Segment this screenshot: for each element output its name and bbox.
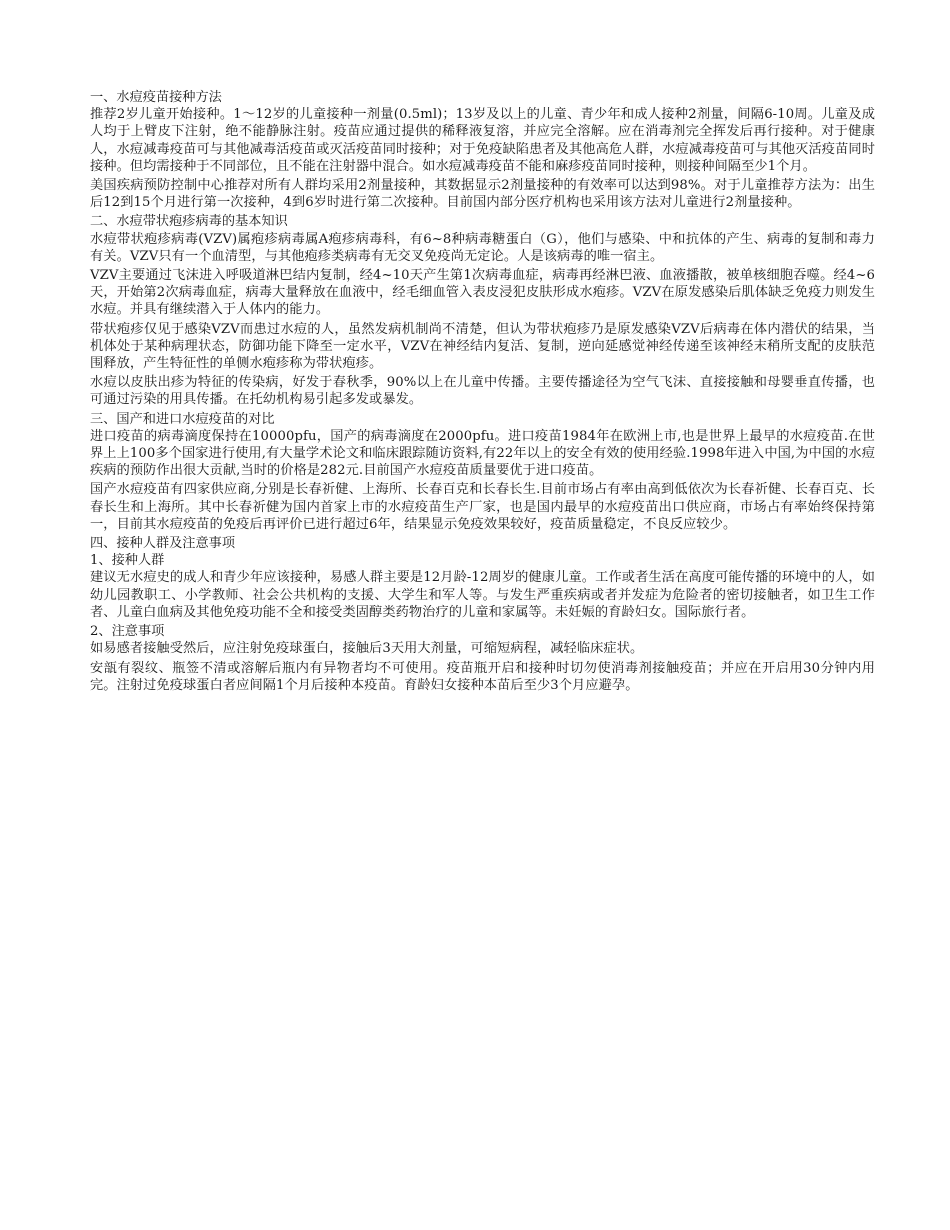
section-heading-3: 三、国产和进口水痘疫苗的对比 bbox=[90, 411, 275, 427]
paragraph: 建议无水痘史的成人和青少年应该接种，易感人群主要是12月龄-12周岁的健康儿童。工作或者生活在高度可能传播的环境中的人，如幼儿园教职工、小学教师、社会公共机构的支援、大学生和军人等。与发生严重疾病或者并发症为危险者的密切接触者，如卫生工作者、儿童白血病及其他免疫功能不全和接受类固醇类药物治疗的儿童和家属等。未妊娠的育龄妇女。国际旅行者。 bbox=[90, 570, 875, 620]
paragraph: 水痘以皮肤出疹为特征的传染病，好发于春秋季，90%以上在儿童中传播。主要传播途径为空气飞沫、直接接触和母婴垂直传播，也可通过污染的用具传播。在托幼机构易引起多发或暴发。 bbox=[90, 375, 875, 408]
paragraph: VZV主要通过飞沫进入呼吸道淋巴结内复制，经4~10天产生第1次病毒血症，病毒再经淋巴液、血液播散，被单核细胞吞噬。经4~6天，开始第2次病毒血症，病毒大量释放在血液中，经毛细血管入表皮浸犯皮肤形成水疱疹。VZV在原发感染后肌体缺乏免疫力则发生水痘。并具有继续潜入于人体内的能力。 bbox=[90, 268, 875, 318]
subsection-heading-1: 1、接种人群 bbox=[90, 553, 165, 569]
section-heading-4: 四、接种人群及注意事项 bbox=[90, 536, 236, 552]
paragraph: 水痘带状疱疹病毒(VZV)属疱疹病毒属A疱疹病毒科，有6~8种病毒糖蛋白（G），他们与感染、中和抗体的产生、病毒的复制和毒力有关。VZV只有一个血清型，与其他疱疹类病毒有无交叉免疫尚无定论。人是该病毒的唯一宿主。 bbox=[90, 231, 875, 264]
subsection-heading-2: 2、注意事项 bbox=[90, 624, 165, 640]
paragraph: 国产水痘疫苗有四家供应商,分别是长春祈健、上海所、长春百克和长春长生.目前市场占有率由高到低依次为长春祈健、长春百克、长春长生和上海所。其中长春祈健为国内首家上市的水痘疫苗生产厂家，也是国内最早的水痘疫苗出口供应商，市场占有率始终保持第一，目前其水痘疫苗的免疫后再评价已进行超过6年，结果显示免疫效果较好，疫苗质量稳定，不良反应较少。 bbox=[90, 482, 875, 532]
section-heading-2: 二、水痘带状疱疹病毒的基本知识 bbox=[90, 214, 288, 230]
paragraph: 美国疾病预防控制中心推荐对所有人群均采用2剂量接种，其数据显示2剂量接种的有效率可以达到98%。对于儿童推荐方法为：出生后12到15个月进行第一次接种，4到6岁时进行第二次接种。目前国内部分医疗机构也采用该方法对儿童进行2剂量接种。 bbox=[90, 178, 875, 211]
document-body bbox=[90, 89, 875, 696]
paragraph: 推荐2岁儿童开始接种。1～12岁的儿童接种一剂量(0.5ml)；13岁及以上的儿童、青少年和成人接种2剂量，间隔6-10周。儿童及成人均于上臂皮下注射，绝不能静脉注射。疫苗应通过提供的稀释液复溶，并应完全溶解。应在消毒剂完全挥发后再行接种。对于健康人，水痘减毒疫苗可与其他减毒活疫苗或灭活疫苗同时接种；对于免疫缺陷患者及其他高危人群，水痘减毒疫苗可与其他灭活疫苗同时接种。但均需接种于不同部位，且不能在注射器中混合。如水痘减毒疫苗不能和麻疹疫苗同时接种，则接种间隔至少1个月。 bbox=[90, 107, 875, 174]
paragraph: 带状疱疹仅见于感染VZV而患过水痘的人，虽然发病机制尚不清楚，但认为带状疱疹乃是原发感染VZV后病毒在体内潜伏的结果，当机体处于某种病理状态，防御功能下降至一定水平，VZV在神经结内复活、复制，逆向延感觉神经传递至该神经末稍所支配的皮肤范围释放，产生特征性的单侧水疱疹称为带状疱疹。 bbox=[90, 321, 875, 372]
paragraph: 如易感者接触受然后，应注射免疫球蛋白，接触后3天用大剂量，可缩短病程，减轻临床症状。 bbox=[90, 641, 644, 657]
paragraph: 进口疫苗的病毒滴度保持在10000pfu，国产的病毒滴度在2000pfu。进口疫苗1984年在欧洲上市,也是世界上最早的水痘疫苗.在世界上上100多个国家进行使用,有大量学术论文和临床跟踪随访资料,有22年以上的安全有效的使用经验.1998年进入中国,为中国的水痘疾病的预防作出很大贡献,当时的价格是282元.目前国产水痘疫苗质量要优于进口疫苗。 bbox=[90, 428, 875, 479]
paragraph: 安瓿有裂纹、瓶签不清或溶解后瓶内有异物者均不可使用。疫苗瓶开启和接种时切勿使消毒剂接触疫苗；并应在开启用30分钟内用完。注射过免疫球蛋白者应间隔1个月后接种本疫苗。育龄妇女接种本苗后至少3个月应避孕。 bbox=[90, 660, 875, 693]
section-heading-1: 一、水痘疫苗接种方法 bbox=[90, 90, 222, 105]
